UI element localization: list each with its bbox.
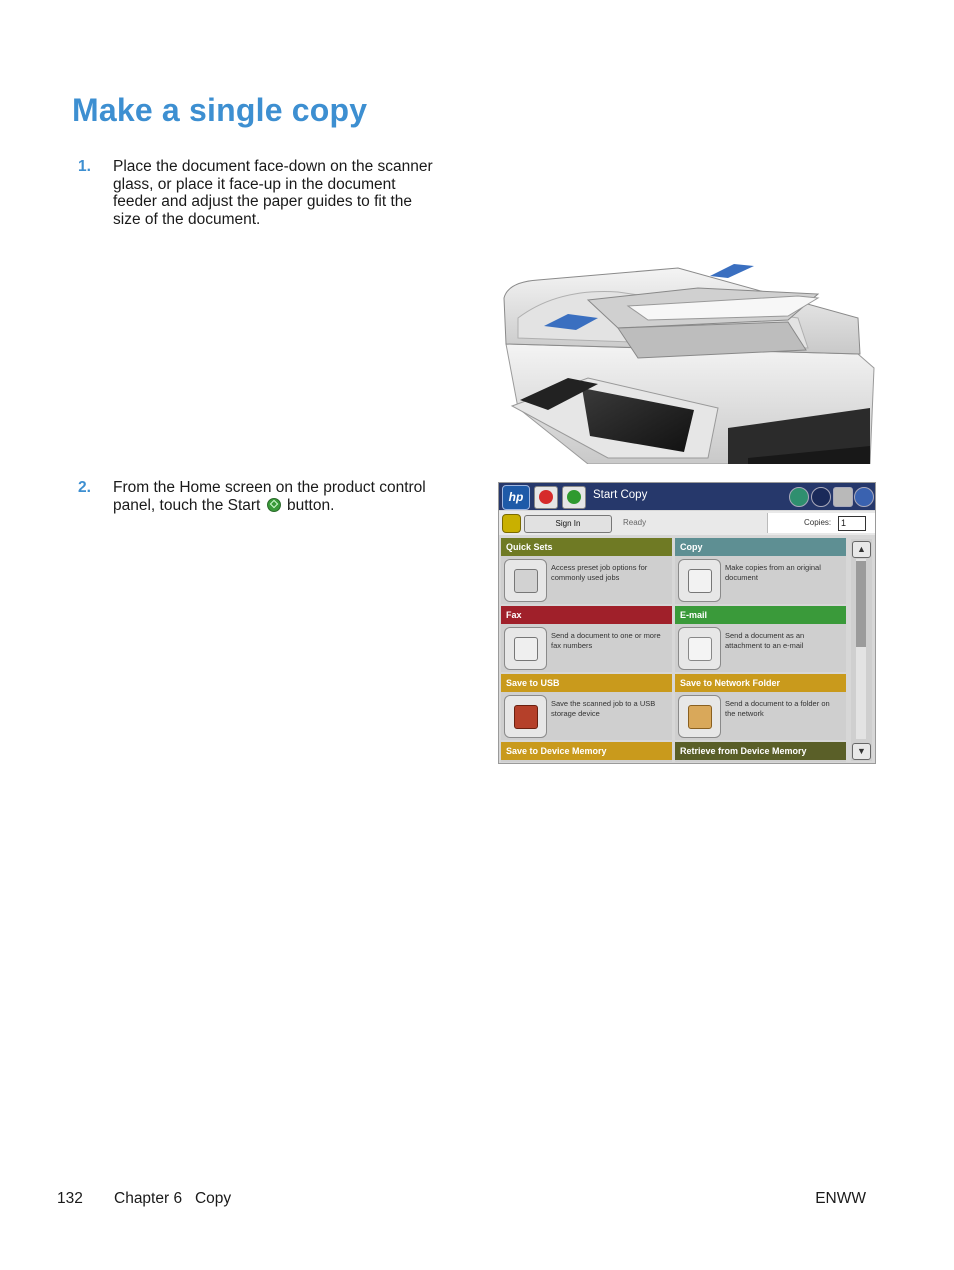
- panel-scrollbar[interactable]: [851, 539, 872, 761]
- tile-description: Send a document to a folder on the network: [725, 699, 830, 718]
- copies-area: [767, 513, 875, 533]
- usb-icon: [504, 695, 547, 738]
- tile-save-to-usb[interactable]: [501, 674, 672, 740]
- chapter-label: Chapter 6 Copy: [114, 1190, 232, 1207]
- step-text: [113, 479, 438, 514]
- scroll-up-icon[interactable]: ▲: [852, 541, 871, 558]
- control-panel-home-screen: [498, 482, 876, 764]
- scroll-down-icon[interactable]: ▼: [852, 743, 871, 760]
- language-icon[interactable]: [833, 487, 853, 507]
- stop-icon: [539, 490, 553, 504]
- panel-top-bar: [499, 483, 875, 510]
- tile-header: Quick Sets: [501, 538, 672, 556]
- tile-description: Access preset job options for commonly used jobs: [551, 563, 648, 582]
- start-button[interactable]: [562, 486, 586, 509]
- sign-in-button[interactable]: Sign In: [524, 515, 612, 533]
- fax-icon: [504, 627, 547, 670]
- envelope-icon: [678, 627, 721, 670]
- quick-sets-icon: [504, 559, 547, 602]
- copy-icon: [678, 559, 721, 602]
- page-number: 132: [57, 1190, 83, 1207]
- copies-input[interactable]: 1: [838, 516, 866, 531]
- step-number: 2.: [78, 479, 91, 496]
- tile-header: E-mail: [675, 606, 846, 624]
- footer-right: ENWW: [815, 1190, 866, 1207]
- hp-logo-icon[interactable]: hp: [502, 485, 530, 510]
- copies-label: Copies:: [804, 518, 832, 527]
- tile-email[interactable]: [675, 606, 846, 672]
- network-icon[interactable]: [789, 487, 809, 507]
- folder-icon: [678, 695, 721, 738]
- tile-header: Save to USB: [501, 674, 672, 692]
- sleep-icon[interactable]: [811, 487, 831, 507]
- tile-save-to-device-memory[interactable]: [501, 742, 672, 762]
- page-title: Make a single copy: [72, 92, 368, 128]
- step-text-after: button.: [286, 496, 335, 514]
- start-icon: [567, 490, 581, 504]
- reset-icon[interactable]: [502, 514, 521, 533]
- tile-copy[interactable]: [675, 538, 846, 604]
- tile-header: Fax: [501, 606, 672, 624]
- help-icon[interactable]: [854, 487, 874, 507]
- stop-button[interactable]: [534, 486, 558, 509]
- panel-status-bar: [499, 511, 875, 535]
- tile-header: Save to Device Memory: [501, 742, 672, 760]
- tile-header: Copy: [675, 538, 846, 556]
- tile-header: Retrieve from Device Memory: [675, 742, 846, 760]
- tile-description: Send a document to one or more fax numbers: [551, 631, 661, 650]
- tile-save-to-network-folder[interactable]: [675, 674, 846, 740]
- step-number: 1.: [78, 158, 91, 175]
- printer-illustration: [498, 258, 876, 464]
- start-button-icon: [267, 498, 281, 512]
- tile-header: Save to Network Folder: [675, 674, 846, 692]
- tile-description: Send a document as an attachment to an e-mail: [725, 631, 805, 650]
- tile-fax[interactable]: [501, 606, 672, 672]
- step-text: Place the document face-down on the scanner glass, or place it face-up in the document feeder and adjust the paper guides to fit the size of the document.: [113, 158, 433, 228]
- scroll-thumb[interactable]: [856, 561, 866, 647]
- tile-quick-sets[interactable]: [501, 538, 672, 604]
- tile-description: Make copies from an original document: [725, 563, 821, 582]
- status-text: Ready: [623, 518, 647, 527]
- start-copy-label: Start Copy: [593, 489, 648, 501]
- tile-description: Save the scanned job to a USB storage device: [551, 699, 656, 718]
- step-text-before: From the Home screen on the product control panel, touch the Start: [113, 479, 426, 514]
- tile-retrieve-from-device-memory[interactable]: [675, 742, 846, 762]
